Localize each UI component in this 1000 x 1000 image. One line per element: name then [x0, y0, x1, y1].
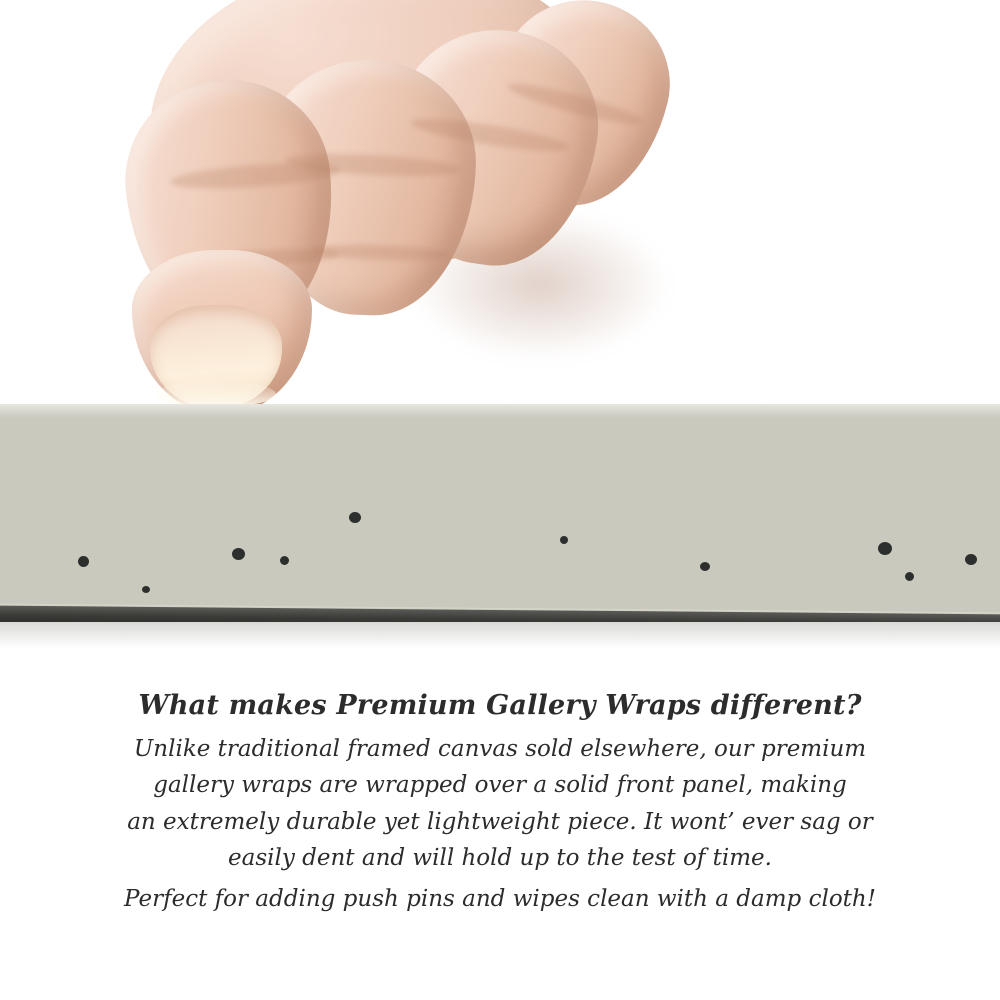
caption-line: Unlike traditional framed canvas sold elsewhere, our premium — [133, 736, 867, 762]
paint-speck — [905, 572, 914, 581]
canvas-drop-shadow — [0, 622, 1000, 648]
paint-speck — [78, 556, 89, 567]
caption-line: Perfect for adding push pins and wipes clean with a damp cloth! — [124, 886, 876, 913]
paint-speck — [560, 536, 568, 544]
paint-speck — [349, 512, 361, 523]
canvas-edge-strip — [0, 404, 1000, 622]
canvas-top-highlight — [0, 404, 1000, 418]
canvas-printed-face — [0, 404, 1000, 616]
caption-title: What makes Premium Gallery Wraps different? — [138, 690, 862, 721]
paint-speck — [232, 548, 245, 560]
caption-block — [0, 690, 1000, 920]
fingernail — [150, 305, 282, 409]
paint-speck — [700, 562, 710, 571]
caption-line: an extremely durable yet lightweight piece. It wont’ ever sag or — [127, 808, 873, 835]
paint-speck — [965, 554, 977, 565]
caption-line: gallery wraps are wrapped over a solid front panel, making — [153, 772, 847, 799]
caption-body — [0, 733, 1000, 917]
hand-shadow — [410, 210, 670, 360]
hand-illustration — [110, 0, 630, 430]
caption-line: easily dent and will hold up to the test of time. — [228, 845, 772, 872]
paint-speck — [878, 542, 892, 555]
paint-speck — [280, 556, 289, 565]
paint-speck — [142, 586, 150, 593]
